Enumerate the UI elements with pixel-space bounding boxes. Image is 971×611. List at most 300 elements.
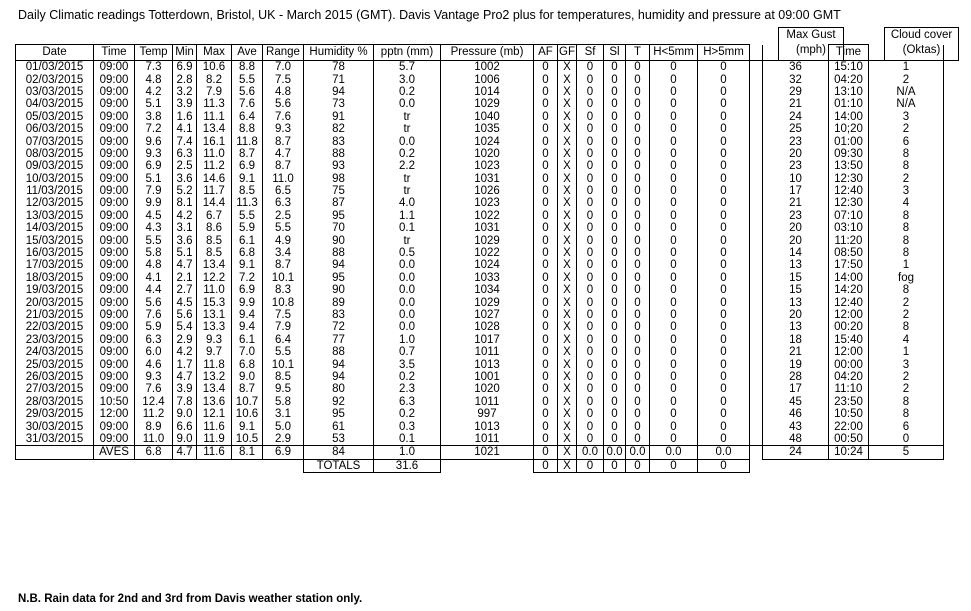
max-cell: 13.6 [197,396,232,408]
cloud-cover-cell: 0 [869,433,944,446]
ave-cell: Ave [232,45,263,61]
af-cell: 0 [534,321,558,333]
cloud-cover-cell: 1 [869,346,944,358]
time-cell: 09:00 [94,272,135,284]
date-cell: 17/03/2015 [16,259,94,271]
min-cell: 3.9 [173,98,197,110]
pptn-cell: 0.0 [374,135,441,147]
ave-cell: 11.3 [232,197,263,209]
gap-cell [750,247,763,259]
table-row [16,309,944,321]
humidity-cell: 94 [304,358,374,370]
date-cell: 13/03/2015 [16,210,94,222]
range-cell: 11.0 [263,173,304,185]
pressure-cell: 1026 [441,185,534,197]
sl-cell: 0.0 [604,446,626,459]
ave-cell: 5.6 [232,86,263,98]
humidity-cell: 94 [304,259,374,271]
t-cell: 0 [626,420,650,432]
max-cell: 13.1 [197,309,232,321]
sl-cell: 0 [604,197,626,209]
sl-cell: 0 [604,420,626,432]
time-cell: 09:00 [94,296,135,308]
max-cell: Max [197,45,232,61]
af-cell: 0 [534,185,558,197]
sl-cell: 0 [604,148,626,160]
max-gust-cell: 14 [763,247,829,259]
temp-cell: 5.6 [135,296,173,308]
h-lt-5mm-cell: 0 [650,197,698,209]
min-cell: 3.6 [173,173,197,185]
h-gt-5mm-cell: 0 [698,433,750,446]
gap-cell [750,383,763,395]
max-cell: 8.5 [197,247,232,259]
time-cell: 09:00 [94,371,135,383]
date-cell: 24/03/2015 [16,346,94,358]
gf-cell: X [558,371,577,383]
max-cell: 8.2 [197,73,232,85]
time-cell: 10:50 [94,396,135,408]
h-gt-5mm-cell: 0 [698,309,750,321]
gf-cell: X [558,123,577,135]
h-gt-5mm-cell: 0 [698,234,750,246]
range-cell: 9.3 [263,123,304,135]
pressure-cell: 1035 [441,123,534,135]
table-row [16,259,944,271]
t-cell: 0 [626,123,650,135]
date-cell: 28/03/2015 [16,396,94,408]
humidity-cell: 75 [304,185,374,197]
h-lt-5mm-cell: 0 [650,222,698,234]
sf-cell: 0 [577,309,604,321]
gust-time-cell: 23:50 [829,396,869,408]
gf-cell: GF [558,45,577,61]
sl-cell: 0 [604,408,626,420]
max-cell: 12.2 [197,272,232,284]
gap-cell [750,98,763,110]
temp-cell: 6.0 [135,346,173,358]
max-gust-cell: 24 [763,111,829,123]
cloud-cover-header-line1: Cloud cover [890,29,953,41]
max-gust-cell: 29 [763,86,829,98]
gust-time-cell: 03:10 [829,222,869,234]
ave-cell: 8.8 [232,61,263,74]
af-cell: 0 [534,371,558,383]
date-cell: 27/03/2015 [16,383,94,395]
table-row [16,234,944,246]
humidity-cell: 94 [304,371,374,383]
max-gust-cell: 36 [763,61,829,74]
t-cell: 0.0 [626,446,650,459]
pressure-cell: 1027 [441,309,534,321]
pressure-cell: 1022 [441,210,534,222]
h-gt-5mm-cell: 0 [698,272,750,284]
h-gt-5mm-cell: 0 [698,259,750,271]
ave-cell: 8.7 [232,383,263,395]
sl-cell: 0 [604,396,626,408]
range-cell: 9.5 [263,383,304,395]
time-cell: 09:00 [94,234,135,246]
h-gt-5mm-cell: 0 [698,408,750,420]
gap-cell [750,185,763,197]
gf-cell: X [558,259,577,271]
temp-cell: 4.4 [135,284,173,296]
gust-time-cell: 00:50 [829,433,869,446]
pptn-cell: 4.0 [374,197,441,209]
h-gt-5mm-cell: 0 [698,210,750,222]
max-gust-cell: 43 [763,420,829,432]
ave-cell: 6.1 [232,234,263,246]
pptn-cell: tr [374,123,441,135]
totals-h-gt-5mm-cell: 0 [698,459,750,472]
temp-cell: 9.3 [135,148,173,160]
temp-cell: 7.2 [135,123,173,135]
max-cell: 11.1 [197,111,232,123]
gap-cell [750,86,763,98]
cloud-cover-cell: 5 [869,446,944,459]
h-lt-5mm-cell: 0 [650,123,698,135]
pptn-cell: 0.0 [374,296,441,308]
af-cell: 0 [534,73,558,85]
max-gust-cell: 15 [763,272,829,284]
temp-cell: 4.2 [135,86,173,98]
max-gust-cell: 19 [763,358,829,370]
sf-cell: 0 [577,197,604,209]
sf-cell: 0 [577,73,604,85]
af-cell: AF [534,45,558,61]
pptn-cell: 0.0 [374,321,441,333]
min-cell: 4.5 [173,296,197,308]
t-cell: 0 [626,371,650,383]
date-cell: 20/03/2015 [16,296,94,308]
max-cell: 9.3 [197,334,232,346]
cloud-cover-cell: 6 [869,135,944,147]
max-cell: 13.3 [197,321,232,333]
date-cell: 15/03/2015 [16,234,94,246]
af-cell: 0 [534,173,558,185]
blank-cell [441,459,534,472]
date-cell [16,446,94,459]
h-gt-5mm-cell: 0 [698,346,750,358]
h-lt-5mm-cell: 0 [650,272,698,284]
cloud-cover-cell: 8 [869,247,944,259]
time-cell: 09:00 [94,222,135,234]
pressure-cell: 1011 [441,433,534,446]
h-gt-5mm-cell: 0 [698,111,750,123]
af-cell: 0 [534,408,558,420]
af-cell: 0 [534,309,558,321]
gf-cell: X [558,234,577,246]
cloud-cover-cell: 6 [869,420,944,432]
cloud-cover-cell: 3 [869,358,944,370]
gap-cell [750,73,763,85]
gust-time-cell: 12:40 [829,185,869,197]
sf-cell: 0 [577,358,604,370]
rain-note: N.B. Rain data for 2nd and 3rd from Davis weather station only. [18,593,363,605]
blank-cell [869,459,944,472]
temp-cell: 6.3 [135,334,173,346]
pressure-cell: 1029 [441,296,534,308]
date-cell: 10/03/2015 [16,173,94,185]
h-gt-5mm-cell: 0 [698,383,750,395]
pptn-cell: 0.3 [374,420,441,432]
h-lt-5mm-cell: 0 [650,86,698,98]
h-lt-5mm-cell: 0 [650,408,698,420]
sl-cell: 0 [604,309,626,321]
af-cell: 0 [534,446,558,459]
pressure-cell: 1020 [441,148,534,160]
pptn-cell: 0.2 [374,148,441,160]
humidity-cell: 90 [304,234,374,246]
cloud-cover-cell: 8 [869,222,944,234]
h-lt-5mm-cell: 0 [650,111,698,123]
gust-time-cell: 01:00 [829,135,869,147]
max-gust-cell: 15 [763,284,829,296]
range-cell: 3.1 [263,408,304,420]
h-gt-5mm-cell: 0 [698,86,750,98]
gust-time-cell: 11:10 [829,383,869,395]
table-row [16,197,944,209]
t-cell: 0 [626,433,650,446]
humidity-cell: 83 [304,135,374,147]
af-cell: 0 [534,334,558,346]
range-cell: 6.9 [263,446,304,459]
ave-cell: 6.9 [232,284,263,296]
time-cell: 09:00 [94,433,135,446]
af-cell: 0 [534,234,558,246]
max-gust-cell: 28 [763,371,829,383]
range-cell: 4.8 [263,86,304,98]
h-lt-5mm-cell: 0 [650,371,698,383]
min-cell: 2.9 [173,334,197,346]
pressure-cell: 1040 [441,111,534,123]
sf-cell: 0 [577,148,604,160]
gap-cell [750,396,763,408]
sl-cell: 0 [604,284,626,296]
time-cell: 09:00 [94,98,135,110]
humidity-cell: 95 [304,272,374,284]
sl-cell: 0 [604,346,626,358]
sl-cell: 0 [604,61,626,74]
sl-cell: 0 [604,358,626,370]
min-cell: 5.4 [173,321,197,333]
t-cell: 0 [626,73,650,85]
temp-cell: 7.6 [135,309,173,321]
h-gt-5mm-cell: 0 [698,222,750,234]
max-gust-cell: 20 [763,222,829,234]
pressure-cell: 1024 [441,135,534,147]
gf-cell: X [558,296,577,308]
gap-cell [750,346,763,358]
af-cell: 0 [534,284,558,296]
ave-cell: 9.1 [232,420,263,432]
time-cell: 09:00 [94,420,135,432]
t-cell: 0 [626,309,650,321]
gust-time-cell: 14:00 [829,111,869,123]
date-cell: 06/03/2015 [16,123,94,135]
pptn-cell: 2.3 [374,383,441,395]
gap-cell [750,111,763,123]
sl-cell: 0 [604,433,626,446]
humidity-cell: 80 [304,383,374,395]
af-cell: 0 [534,383,558,395]
temp-cell: 5.8 [135,247,173,259]
ave-cell: 6.1 [232,334,263,346]
ave-cell: 6.9 [232,160,263,172]
gust-time-cell: 00:00 [829,358,869,370]
h-lt-5mm-cell: 0 [650,296,698,308]
humidity-cell: 83 [304,309,374,321]
af-cell: 0 [534,396,558,408]
time-cell: 09:00 [94,247,135,259]
min-cell: 5.1 [173,247,197,259]
min-cell: 2.8 [173,73,197,85]
table-row [16,358,944,370]
table-row [16,210,944,222]
humidity-cell: 95 [304,210,374,222]
temp-cell: 9.3 [135,371,173,383]
min-cell: 3.2 [173,86,197,98]
max-cell: 9.7 [197,346,232,358]
ave-cell: 9.4 [232,309,263,321]
max-gust-cell: 17 [763,185,829,197]
pressure-cell: 1011 [441,346,534,358]
h-lt-5mm-cell: 0 [650,420,698,432]
t-cell: 0 [626,234,650,246]
sf-cell: 0 [577,408,604,420]
af-cell: 0 [534,135,558,147]
gust-time-cell: 04:20 [829,371,869,383]
temp-cell: 5.1 [135,173,173,185]
max-gust-cell: 20 [763,234,829,246]
table-row [16,148,944,160]
h-gt-5mm-cell: 0 [698,61,750,74]
humidity-cell: 72 [304,321,374,333]
min-cell: 2.7 [173,284,197,296]
pressure-cell: 1017 [441,334,534,346]
sf-cell: 0 [577,160,604,172]
h-gt-5mm-cell: 0 [698,358,750,370]
cloud-cover-cell: 1 [869,61,944,74]
date-cell: 30/03/2015 [16,420,94,432]
date-cell: 01/03/2015 [16,61,94,74]
sl-cell: 0 [604,210,626,222]
sf-cell: 0 [577,185,604,197]
max-cell: 11.8 [197,358,232,370]
gf-cell: X [558,173,577,185]
pressure-cell: 1021 [441,446,534,459]
temp-cell: 4.3 [135,222,173,234]
ave-cell: 6.4 [232,111,263,123]
gust-time-cell: 12:00 [829,309,869,321]
max-gust-cell: 13 [763,296,829,308]
t-cell: 0 [626,185,650,197]
temp-cell: 4.6 [135,358,173,370]
gf-cell: X [558,98,577,110]
cloud-cover-cell: 8 [869,210,944,222]
cloud-cover-cell: 8 [869,284,944,296]
gf-cell: X [558,433,577,446]
sf-cell: 0 [577,433,604,446]
gf-cell: X [558,73,577,85]
pptn-cell: 0.1 [374,433,441,446]
range-cell: 8.5 [263,371,304,383]
date-cell: 29/03/2015 [16,408,94,420]
table-row [16,346,944,358]
pptn-cell: 1.0 [374,334,441,346]
totals-t-cell: 0 [626,459,650,472]
gap-cell [750,309,763,321]
t-cell: 0 [626,383,650,395]
ave-cell: 5.5 [232,210,263,222]
humidity-cell: Humidity % [304,45,374,61]
sl-cell: 0 [604,173,626,185]
min-cell: 4.7 [173,259,197,271]
min-cell: 1.7 [173,358,197,370]
gust-time-cell: 15:40 [829,334,869,346]
gust-time-cell: 04:20 [829,73,869,85]
gap-cell [750,371,763,383]
summary-rows [16,446,944,473]
h-gt-5mm-cell: 0 [698,160,750,172]
af-cell: 0 [534,433,558,446]
cloud-cover-cell: 8 [869,396,944,408]
t-cell: 0 [626,98,650,110]
sf-cell: 0 [577,123,604,135]
pressure-cell: 1024 [441,259,534,271]
table-row [16,185,944,197]
h-gt-5mm-cell: 0 [698,98,750,110]
min-cell: 4.7 [173,371,197,383]
sl-cell: 0 [604,272,626,284]
time-cell: 09:00 [94,61,135,74]
range-cell: 4.7 [263,148,304,160]
max-gust-cell [763,45,829,61]
sl-cell: 0 [604,383,626,395]
temp-cell: 5.5 [135,234,173,246]
range-cell: 2.9 [263,433,304,446]
ave-cell: 7.2 [232,272,263,284]
pressure-cell: 1029 [441,98,534,110]
pptn-cell: 0.0 [374,309,441,321]
h-gt-5mm-cell: 0 [698,296,750,308]
max-gust-cell: 23 [763,160,829,172]
pressure-cell: 1023 [441,160,534,172]
min-cell: 4.7 [173,446,197,459]
totals-gf-cell: X [558,459,577,472]
max-gust-cell: 23 [763,210,829,222]
af-cell: 0 [534,420,558,432]
sheet-title: Daily Climatic readings Totterdown, Bristol, UK - March 2015 (GMT). Davis Vantage Pro2 plus for temperatures, humidity and pressure at 09:00 GMT [18,8,841,22]
min-cell: 6.6 [173,420,197,432]
pressure-cell: 1002 [441,61,534,74]
blank-cell [197,459,232,472]
sf-cell: 0 [577,61,604,74]
min-cell: 3.6 [173,234,197,246]
temp-cell: 9.6 [135,135,173,147]
gap-cell [750,123,763,135]
min-cell: 3.1 [173,222,197,234]
pptn-cell: 0.5 [374,247,441,259]
date-cell: 14/03/2015 [16,222,94,234]
af-cell: 0 [534,210,558,222]
pptn-cell: 3.0 [374,73,441,85]
min-cell: 4.1 [173,123,197,135]
max-cell: 11.6 [197,446,232,459]
range-cell: 6.3 [263,197,304,209]
h-lt-5mm-cell: 0 [650,61,698,74]
time-cell: 09:00 [94,346,135,358]
